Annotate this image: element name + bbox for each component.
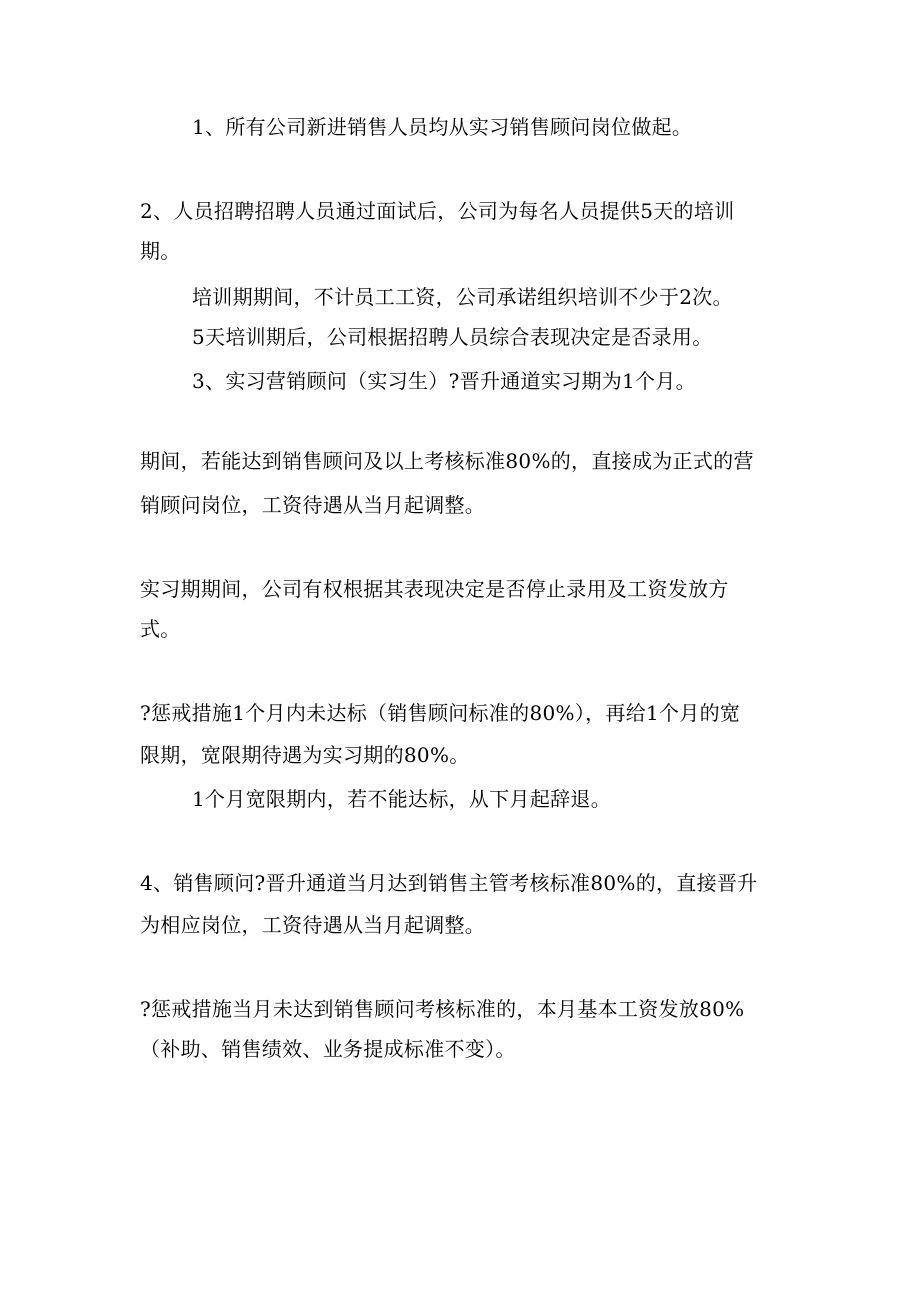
paragraph-2-line-2: 期。 (140, 239, 181, 263)
paragraph-8-line-1: ?惩戒措施1个月内未达标（销售顾问标准的80%），再给1个月的宽 (140, 701, 741, 725)
paragraph-1-line-1: 1、所有公司新进销售人员均从实习销售顾问岗位做起。 (192, 115, 693, 139)
paragraph-9-line-1: 1个月宽限期内，若不能达标，从下月起辞退。 (192, 787, 612, 811)
paragraph-11-line-1: ?惩戒措施当月未达到销售顾问考核标准的，本月基本工资发放80% (140, 997, 745, 1021)
paragraph-8-line-2: 限期，宽限期待遇为实习期的80%。 (140, 743, 470, 767)
paragraph-7-line-2: 式。 (140, 617, 181, 641)
paragraph-3-line-1: 培训期期间，不计员工工资，公司承诺组织培训不少于2次。 (192, 285, 733, 309)
paragraph-5-line-1: 3、实习营销顾问（实习生）?晋升通道实习期为1个月。 (192, 369, 696, 393)
paragraph-6-line-2: 销顾问岗位，工资待遇从当月起调整。 (140, 493, 486, 517)
paragraph-10-line-2: 为相应岗位，工资待遇从当月起调整。 (140, 913, 486, 937)
paragraph-10-line-1: 4、销售顾问?晋升通道当月达到销售主管考核标准80%的，直接晋升 (140, 871, 758, 895)
paragraph-6-line-1: 期间，若能达到销售顾问及以上考核标准80%的，直接成为正式的营 (140, 449, 754, 473)
paragraph-4-line-1: 5天培训期后，公司根据招聘人员综合表现决定是否录用。 (192, 325, 713, 349)
paragraph-11-line-2: （补助、销售绩效、业务提成标准不变）。 (140, 1037, 516, 1061)
paragraph-2-line-1: 2、人员招聘招聘人员通过面试后，公司为每名人员提供5天的培训 (140, 199, 735, 223)
paragraph-7-line-1: 实习期期间，公司有权根据其表现决定是否停止录用及工资发放方 (140, 577, 729, 601)
